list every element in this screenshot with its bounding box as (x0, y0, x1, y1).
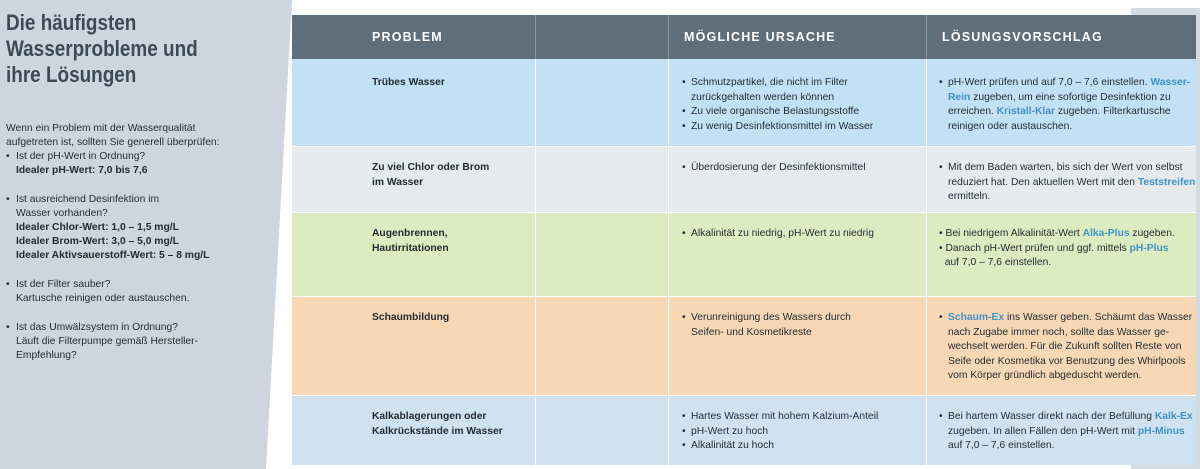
cause-text: Überdosierung der Desinfektionsmittel (691, 162, 866, 173)
solution-item (939, 161, 1196, 205)
checklist-intro (6, 122, 268, 150)
bullet-icon: • (939, 162, 943, 173)
solution-fragment: zugeben, um eine sofortige Desinfektion zu (970, 91, 1171, 103)
check-question: Ist der Filter sauber? (16, 279, 111, 290)
check-item-filter (6, 278, 268, 306)
bullet-icon: • (682, 77, 686, 88)
check-item-disinfection (6, 193, 268, 263)
solution-fragment: ermitteln. (948, 191, 991, 202)
cause-item (682, 311, 922, 340)
solution-text (948, 410, 1193, 425)
cause-text: Zu viele organische Belastungsstoffe (691, 106, 860, 117)
solution-fragment: zugeben. In allen Fällen den pH-Wert mit (948, 425, 1138, 437)
problem-text: Kalkablagerungen oder (372, 411, 487, 422)
column-divider (668, 297, 669, 395)
solution-text (948, 425, 1189, 440)
solution-text (948, 439, 1189, 454)
row-augenbrennen (292, 212, 1196, 296)
product-name: Kalk-Ex (1154, 411, 1193, 422)
check-question: Läuft die Filterpumpe gemäß Hersteller- (16, 336, 198, 347)
solution-fragment: Seife oder Kosmetika vor Benutzung des Whirlpools (948, 355, 1186, 367)
column-divider (535, 59, 536, 146)
cause-text: Seifen- und Kosmetikreste (691, 326, 812, 338)
problem-cell (372, 311, 612, 326)
problem-text: Schaumbildung (372, 312, 450, 323)
check-question: Empfehlung? (16, 350, 77, 361)
check-ideal-value: Idealer Brom-Wert: 3,0 – 5,0 mg/L (16, 236, 179, 247)
cause-item (682, 120, 922, 135)
solution-text (948, 369, 1189, 384)
product-name: Teststreifen (1137, 176, 1196, 188)
check-ideal-value: Idealer Aktivsauerstoff-Wert: 5 – 8 mg/L (16, 250, 210, 261)
solution-text (948, 76, 1189, 91)
problem-text: Hautirritationen (372, 242, 449, 254)
problem-text: Augenbrennen, (372, 228, 448, 239)
header-solution: LÖSUNGSVORSCHLAG (942, 30, 1103, 44)
column-divider (668, 213, 669, 296)
cause-cell (682, 311, 922, 340)
column-divider (926, 147, 927, 212)
column-divider (668, 147, 669, 212)
cause-cell (682, 410, 922, 454)
solution-fragment: zugeben. (1129, 228, 1175, 239)
row-zu-viel-chlor (292, 146, 1196, 212)
solution-text (948, 161, 1189, 176)
bullet-icon: • (682, 162, 686, 173)
check-question: Kartusche reinigen oder austauschen. (16, 293, 190, 304)
solution-fragment: pH-Wert prüfen und auf 7,0 – 7,6 einstellen. (948, 77, 1151, 88)
page-title (6, 10, 221, 88)
cause-item (682, 425, 922, 440)
column-divider (926, 297, 927, 395)
solution-cell (939, 76, 1189, 134)
solution-text (948, 176, 1196, 191)
cause-item (682, 161, 922, 176)
product-name: Kristall-Klar (996, 106, 1056, 117)
solution-text (939, 242, 1189, 257)
solution-text (948, 91, 1189, 106)
solution-text (948, 311, 1193, 326)
solution-fragment: • Bei niedrigem Alkalinität-Wert (939, 228, 1083, 239)
cause-text: Schmutzpartikel, die nicht im Filter (691, 77, 848, 88)
problem-cell (372, 227, 612, 256)
problems-table (292, 15, 1196, 465)
bullet-icon: • (6, 151, 10, 162)
cause-item (682, 105, 922, 120)
header-problem: PROBLEM (372, 30, 443, 44)
solution-fragment: • Danach pH-Wert prüfen und ggf. mittels (939, 242, 1130, 254)
cause-text: Hartes Wasser mit hohem Kalzium-Anteil (691, 411, 879, 422)
product-name: Rein (948, 91, 971, 103)
product-name: Schaum-Ex (948, 312, 1005, 323)
bullet-icon: • (939, 312, 943, 323)
check-ideal-value: Idealer Chlor-Wert: 1,0 – 1,5 mg/L (16, 222, 179, 233)
check-question: Ist ausreichend Desinfektion im (16, 194, 160, 205)
problem-cell (372, 76, 612, 91)
check-question: Ist das Umwälzsystem in Ordnung? (16, 322, 178, 333)
cause-cell (682, 161, 922, 176)
cause-item (682, 439, 922, 454)
column-divider (926, 396, 927, 465)
solution-item (939, 311, 1193, 384)
check-question: Wasser vorhanden? (16, 208, 108, 219)
title-line: ihre Lösungen (6, 62, 137, 87)
cause-text: pH-Wert zu hoch (691, 425, 769, 437)
header-divider (668, 15, 669, 59)
check-ideal-value: Idealer pH-Wert: 7,0 bis 7,6 (16, 165, 148, 176)
solution-text (948, 105, 1189, 120)
title-line: Wasserprobleme und (6, 36, 198, 61)
row-schaumbildung (292, 296, 1196, 395)
header-cause: MÖGLICHE URSACHE (684, 30, 836, 44)
row-truebes-wasser (292, 59, 1196, 146)
bullet-icon: • (682, 106, 686, 117)
cause-cell (682, 227, 922, 242)
bullet-icon: • (682, 312, 686, 323)
bullet-icon: • (939, 411, 943, 422)
solution-cell (939, 227, 1189, 271)
bullet-icon: • (6, 322, 10, 333)
bullet-icon: • (682, 120, 686, 132)
header-divider (926, 15, 927, 59)
column-divider (926, 59, 927, 146)
solution-fragment: zugeben. Filterkartusche (1055, 106, 1171, 117)
solution-fragment: vom Körper gründlich abgeduscht werden. (948, 370, 1142, 381)
table-header (292, 15, 1196, 59)
solution-fragment: Mit dem Baden warten, bis sich der Wert von selbst (948, 162, 1183, 173)
solution-text (948, 326, 1189, 341)
product-name: Alka-Plus (1082, 228, 1130, 239)
check-item-circulation (6, 321, 268, 363)
intro-line: aufgetreten ist, sollten Sie generell überprüfen: (6, 137, 220, 148)
solution-text (948, 190, 1189, 205)
solution-fragment: auf 7,0 – 7,6 einstellen. (948, 440, 1055, 451)
solution-cell (939, 410, 1193, 454)
cause-item (682, 410, 922, 425)
checklist (6, 122, 268, 363)
solution-cell (939, 161, 1196, 205)
solution-fragment: Bei hartem Wasser direkt nach der Befüllung (948, 411, 1155, 422)
solution-text (939, 227, 1189, 242)
solution-cell (939, 311, 1193, 384)
problem-text: Kalkrückstände im Wasser (372, 425, 503, 437)
solution-fragment: reinigen oder austauschen. (948, 120, 1073, 132)
solution-fragment: ins Wasser geben. Schäumt das Wasser (1004, 312, 1193, 323)
problem-cell (372, 161, 612, 190)
solution-item (939, 410, 1193, 454)
problem-text: Trübes Wasser (372, 77, 445, 88)
solution-fragment: nach Zugabe immer noch, sollte das Wasser ge- (948, 326, 1170, 338)
cause-cell (682, 76, 922, 134)
title-line: Die häufigsten (6, 10, 137, 35)
column-divider (668, 396, 669, 465)
bullet-icon: • (6, 194, 10, 205)
problem-cell (372, 410, 612, 439)
cause-text: zurückgehalten werden können (691, 91, 835, 103)
bullet-icon: • (682, 411, 686, 422)
product-name: pH-Plus (1129, 242, 1169, 254)
check-question: Ist der pH-Wert in Ordnung? (16, 151, 146, 162)
solution-text (948, 120, 1189, 135)
check-item-ph (6, 150, 268, 178)
product-name: pH-Minus (1137, 425, 1185, 437)
solution-fragment: wechselt werden. Für die Zukunft sollten Reste von (948, 341, 1182, 352)
intro-line: Wenn ein Problem mit der Wasserqualität (6, 123, 196, 134)
product-name: Wasser- (1150, 77, 1191, 88)
problem-text: Zu viel Chlor oder Brom (372, 162, 490, 173)
column-divider (926, 213, 927, 296)
solution-item (939, 227, 1189, 271)
cause-text: Verunreinigung des Wassers durch (691, 312, 851, 323)
solution-fragment: erreichen. (948, 106, 997, 117)
cause-text: Alkalinität zu hoch (691, 440, 774, 451)
cause-text: Alkalinität zu niedrig, pH-Wert zu niedrig (691, 228, 874, 239)
cause-item (682, 227, 922, 242)
solution-item (939, 76, 1189, 134)
bullet-icon: • (6, 279, 10, 290)
solution-fragment: reduziert hat. Den aktuellen Wert mit den (948, 176, 1138, 188)
solution-fragment: auf 7,0 – 7,6 einstellen. (939, 257, 1052, 268)
column-divider (668, 59, 669, 146)
cause-item (682, 76, 922, 105)
bullet-icon: • (682, 440, 686, 451)
cause-text: Zu wenig Desinfektionsmittel im Wasser (691, 120, 874, 132)
header-divider (535, 15, 536, 59)
solution-text (939, 256, 1189, 271)
bullet-icon: • (939, 77, 943, 88)
solution-text (948, 340, 1189, 355)
row-kalkablagerungen (292, 395, 1196, 465)
bullet-icon: • (682, 228, 686, 239)
bullet-icon: • (682, 425, 686, 437)
problem-text: im Wasser (372, 176, 424, 188)
solution-text (948, 355, 1189, 370)
